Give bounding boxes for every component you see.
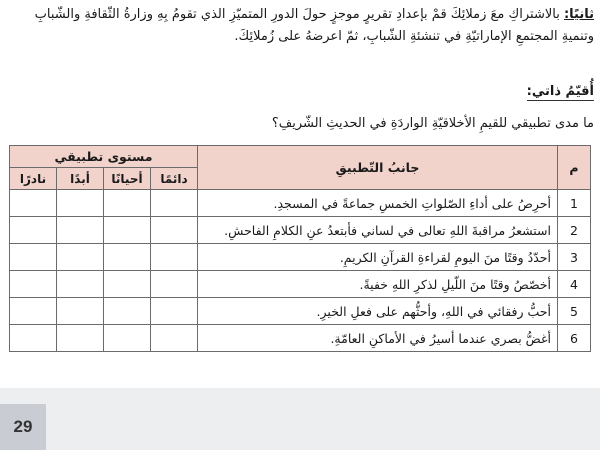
- row-application: أحبُّ رفقائي في اللهِ، وأحثُّهم على فعلِ الخيرِ.: [198, 298, 558, 325]
- cell-always[interactable]: [151, 244, 198, 271]
- self-evaluation-table: [9, 145, 591, 352]
- row-application: استشعرُ مراقبةَ اللهِ تعالى في لساني فأبتعدُ عنِ الكلامِ الفاحشِ.: [198, 217, 558, 244]
- cell-rarely[interactable]: [10, 325, 57, 352]
- cell-always[interactable]: [151, 271, 198, 298]
- cell-rarely[interactable]: [10, 217, 57, 244]
- activity-text: بالاشتراكِ معَ زملائِكَ قمْ بإعدادِ تقريرٍ موجزٍ حولَ الدورِ المتميّزِ الذي تقومُ بِهِ وزارةُ الثّقافةِ والشّبابِ وتنميةِ المجتمعِ الإماراتيّةِ في تنشئةِ الشّبابِ، ثمّ اعرضهُ على زُملائِكَ.: [34, 7, 594, 44]
- header-number: م: [558, 146, 591, 190]
- cell-never[interactable]: [57, 190, 104, 217]
- header-level-sometimes: أحيانًا: [104, 168, 151, 190]
- cell-rarely[interactable]: [10, 298, 57, 325]
- cell-sometimes[interactable]: [104, 244, 151, 271]
- row-application: أخصّصُ وقتًا منَ اللّيلِ لذكرِ اللهِ خفيةً.: [198, 271, 558, 298]
- cell-sometimes[interactable]: [104, 271, 151, 298]
- header-level-rarely: نادرًا: [10, 168, 57, 190]
- row-application: أحرِصُ على أداءِ الصّلواتِ الخمسِ جماعةً في المسجدِ.: [198, 190, 558, 217]
- cell-never[interactable]: [57, 244, 104, 271]
- row-number: 4: [558, 271, 591, 298]
- row-number: 3: [558, 244, 591, 271]
- header-application: جانبُ التّطبيقِ: [198, 146, 558, 190]
- row-application: أحدّدُ وقتًا منَ اليومِ لقراءةِ القرآنِ الكريمِ.: [198, 244, 558, 271]
- activity-instructions: [6, 4, 594, 48]
- cell-always[interactable]: [151, 325, 198, 352]
- cell-always[interactable]: [151, 217, 198, 244]
- cell-never[interactable]: [57, 217, 104, 244]
- row-number: 1: [558, 190, 591, 217]
- cell-always[interactable]: [151, 190, 198, 217]
- self-evaluation-heading: أُقيّمُ ذاتي:: [526, 84, 594, 99]
- table-row: [10, 271, 591, 298]
- activity-lead: ثانيًا:: [563, 7, 594, 22]
- row-number: 2: [558, 217, 591, 244]
- header-level: مستوى تطبيقي: [10, 146, 198, 168]
- table-row: [10, 217, 591, 244]
- table-row: [10, 190, 591, 217]
- cell-always[interactable]: [151, 298, 198, 325]
- header-level-always: دائمًا: [151, 168, 198, 190]
- cell-rarely[interactable]: [10, 271, 57, 298]
- cell-sometimes[interactable]: [104, 325, 151, 352]
- cell-never[interactable]: [57, 298, 104, 325]
- page-footer: [0, 388, 600, 450]
- cell-rarely[interactable]: [10, 190, 57, 217]
- cell-sometimes[interactable]: [104, 298, 151, 325]
- table-row: [10, 325, 591, 352]
- table-row: [10, 244, 591, 271]
- cell-never[interactable]: [57, 271, 104, 298]
- table-row: [10, 298, 591, 325]
- row-application: أغضُّ بصري عندما أسيرُ في الأماكنِ العامّةِ.: [198, 325, 558, 352]
- page-number: 29: [0, 404, 46, 450]
- row-number: 5: [558, 298, 591, 325]
- header-level-never: أبدًا: [57, 168, 104, 190]
- cell-never[interactable]: [57, 325, 104, 352]
- evaluation-question: ما مدى تطبيقي للقيمِ الأخلاقيّةِ الواردَةِ في الحديثِ الشّريفِ؟: [271, 116, 594, 131]
- cell-sometimes[interactable]: [104, 190, 151, 217]
- row-number: 6: [558, 325, 591, 352]
- cell-rarely[interactable]: [10, 244, 57, 271]
- cell-sometimes[interactable]: [104, 217, 151, 244]
